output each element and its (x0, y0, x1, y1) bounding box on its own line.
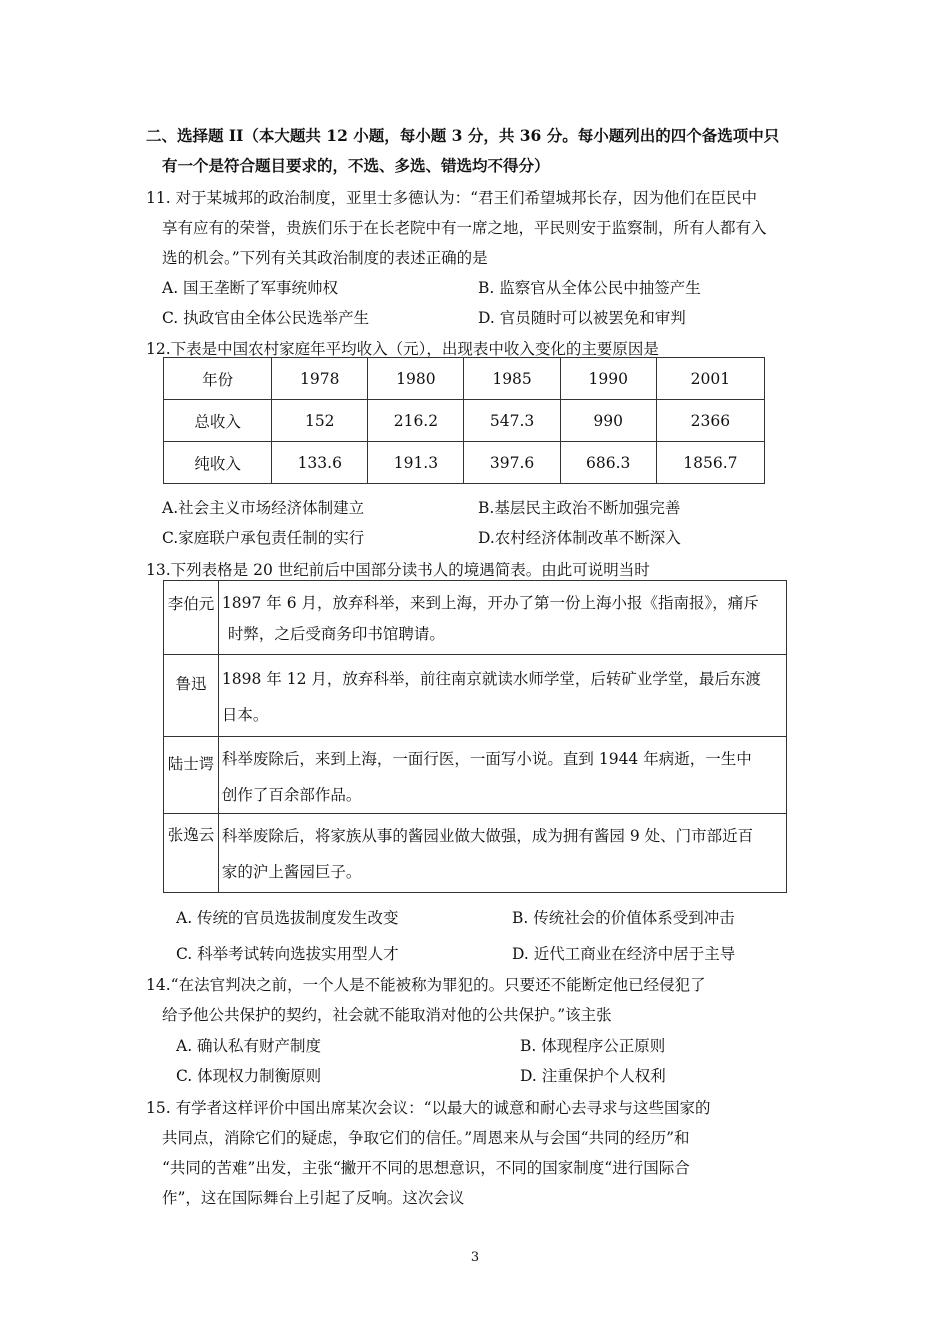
q11-stem-line1: 11. 对于某城邦的政治制度，亚里士多德认为：“君王们希望城邦长存，因为他们在臣民中 (146, 189, 758, 207)
table-cell: 1990 (560, 358, 656, 400)
scholar-description (218, 737, 786, 814)
table-cell: 总收入 (164, 400, 272, 442)
scholar-description-line1: 科举废除后，来到上海，一面行医，一面写小说。直到 1944 年病逝，一生中 (221, 750, 752, 768)
table-row (164, 655, 787, 737)
table-cell: 990 (560, 400, 656, 442)
table-cell: 216.2 (368, 400, 464, 442)
table-cell: 547.3 (464, 400, 560, 442)
q12-option-a: A.社会主义市场经济体制建立 (162, 499, 365, 517)
scholar-description-line1: 科举废除后，将家族从事的酱园业做大做强，成为拥有酱园 9 处、门市部近百 (221, 827, 754, 845)
q14-stem-line1: 14.“在法官判决之前，一个人是不能被称为罪犯的。只要还不能断定他已经侵犯了 (146, 976, 706, 994)
q11-option-a: A. 国王垄断了军事统帅权 (162, 279, 339, 297)
scholar-name: 李伯元 (164, 581, 219, 655)
table-cell: 纯收入 (164, 442, 272, 484)
table-cell: 133.6 (272, 442, 368, 484)
q13-option-d: D. 近代工商业在经济中居于主导 (512, 945, 736, 963)
scholar-description (218, 814, 786, 893)
q14-option-a: A. 确认私有财产制度 (176, 1037, 322, 1055)
q14-stem-line2: 给予他公共保护的契约，社会就不能取消对他的公共保护。”该主张 (162, 1006, 612, 1024)
section-title-line1: 二、选择题 II（本大题共 12 小题，每小题 3 分，共 36 分。每小题列出的四个备选项中只 (146, 126, 780, 145)
q15-stem-line1: 15. 有学者这样评价中国出席某次会议：“以最大的诚意和耐心去寻求与这些国家的 (146, 1099, 711, 1117)
q13-option-a: A. 传统的官员选拔制度发生改变 (176, 909, 399, 927)
q15-stem-line4: 作”，这在国际舞台上引起了反响。这次会议 (162, 1189, 465, 1207)
scholar-name: 张逸云 (164, 814, 219, 893)
section-title-line2: 有一个是符合题目要求的，不选、多选、错选均不得分） (162, 156, 550, 175)
q14-option-c: C. 体现权力制衡原则 (176, 1067, 322, 1085)
q13-stem: 13.下列表格是 20 世纪前后中国部分读书人的境遇简表。由此可说明当时 (146, 561, 650, 579)
table-cell: 年份 (164, 358, 272, 400)
scholar-description-line1: 1897 年 6 月，放弃科举，来到上海，开办了第一份上海小报《指南报》，痛斥 (221, 594, 759, 612)
scholar-description-line2: 日本。 (221, 706, 269, 724)
q13-scholars-table (163, 580, 787, 893)
table-cell: 1980 (368, 358, 464, 400)
table-row (164, 581, 787, 655)
q12-income-table (163, 357, 765, 484)
page-number: 3 (470, 1250, 480, 1265)
q12-option-d: D.农村经济体制改革不断深入 (478, 529, 681, 547)
q11-stem-line3: 选的机会。”下列有关其政治制度的表述正确的是 (162, 249, 488, 267)
scholar-description-line2: 家的沪上酱园巨子。 (221, 863, 362, 881)
scholar-description-line2: 时弊，之后受商务印书馆聘请。 (227, 625, 445, 643)
table-cell: 2366 (656, 400, 764, 442)
scholar-name: 鲁迅 (164, 655, 219, 737)
q15-stem-line2: 共同点，消除它们的疑虑，争取它们的信任。”周恩来从与会国“共同的经历”和 (162, 1129, 690, 1147)
table-cell: 191.3 (368, 442, 464, 484)
table-row (164, 737, 787, 814)
q14-option-d: D. 注重保护个人权利 (520, 1067, 666, 1085)
q11-option-b: B. 监察官从全体公民中抽签产生 (478, 279, 701, 297)
table-cell: 1985 (464, 358, 560, 400)
q11-stem-line2: 享有应有的荣誉，贵族们乐于在长老院中有一席之地，平民则安于监察制，所有人都有入 (162, 219, 767, 237)
table-row (164, 442, 765, 484)
q13-option-b: B. 传统社会的价值体系受到冲击 (512, 909, 735, 927)
table-row (164, 400, 765, 442)
scholar-description (218, 655, 786, 737)
q12-option-c: C.家庭联户承包责任制的实行 (162, 529, 365, 547)
table-cell: 686.3 (560, 442, 656, 484)
q15-stem-line3: “共同的苦难”出发，主张“撇开不同的思想意识，不同的国家制度“进行国际合 (162, 1159, 690, 1177)
scholar-name: 陆士谔 (164, 737, 219, 814)
table-cell: 1856.7 (656, 442, 764, 484)
q12-stem: 12.下表是中国农村家庭年平均收入（元），出现表中收入变化的主要原因是 (146, 340, 659, 358)
table-cell: 152 (272, 400, 368, 442)
scholar-description (218, 581, 786, 655)
table-cell: 1978 (272, 358, 368, 400)
table-row (164, 814, 787, 893)
table-header-row (164, 358, 765, 400)
q14-option-b: B. 体现程序公正原则 (520, 1037, 666, 1055)
q11-option-c: C. 执政官由全体公民选举产生 (162, 309, 370, 327)
q13-option-c: C. 科举考试转向选拔实用型人才 (176, 945, 399, 963)
scholar-description-line2: 创作了百余部作品。 (221, 786, 362, 804)
scholar-description-line1: 1898 年 12 月，放弃科举，前往南京就读水师学堂，后转矿业学堂，最后东渡 (221, 670, 761, 688)
q12-option-b: B.基层民主政治不断加强完善 (478, 499, 681, 517)
table-cell: 397.6 (464, 442, 560, 484)
q11-option-d: D. 官员随时可以被罢免和审判 (478, 309, 686, 327)
table-cell: 2001 (656, 358, 764, 400)
